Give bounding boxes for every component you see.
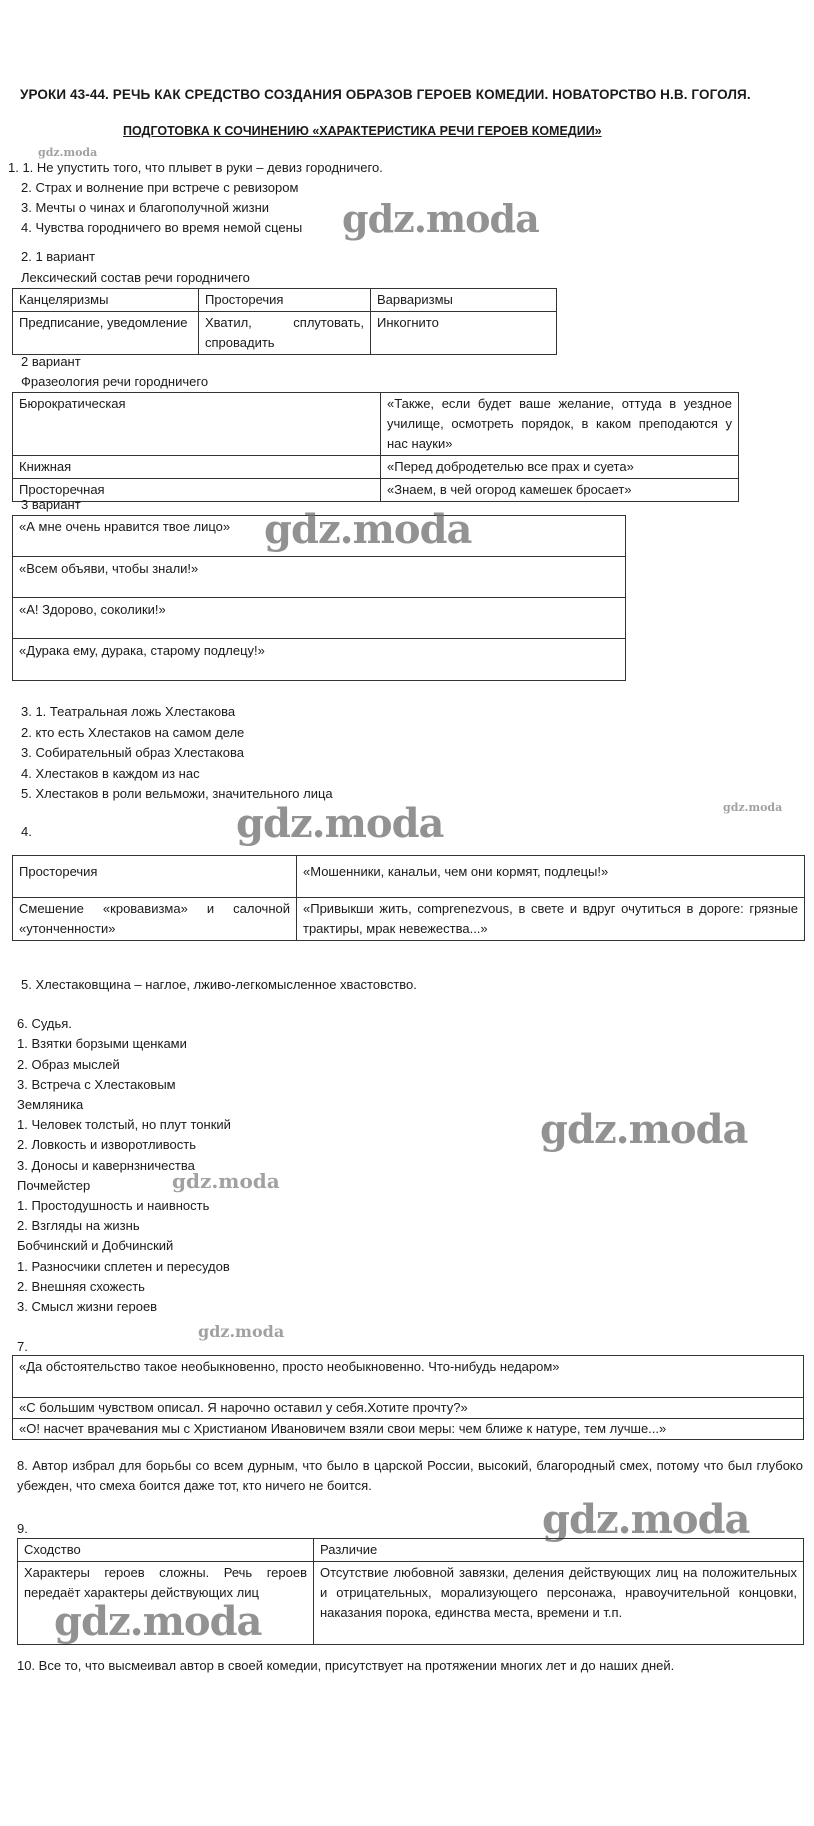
task6-line: Бобчинский и Добчинский [17, 1238, 174, 1253]
task6-line: 1. Разносчики сплетен и пересудов [17, 1259, 230, 1274]
table-row [13, 312, 557, 355]
watermark-large: gdz.moda [236, 800, 444, 847]
page-title: УРОКИ 43-44. РЕЧЬ КАК СРЕДСТВО СОЗДАНИЯ ОБРАЗОВ ГЕРОЕВ КОМЕДИИ. НОВАТОРСТВО Н.В. ГОГОЛЯ. [20, 87, 751, 102]
page-subtitle: ПОДГОТОВКА К СОЧИНЕНИЮ «ХАРАКТЕРИСТИКА РЕЧИ ГЕРОЕВ КОМЕДИИ» [123, 124, 602, 138]
table-row [13, 898, 805, 941]
table-cell: «Знаем, в чей огород камешек бросает» [381, 479, 739, 502]
table-header-cell: Канцеляризмы [13, 289, 199, 312]
watermark-large: gdz.moda [540, 1106, 748, 1153]
task9-number: 9. [17, 1521, 28, 1536]
task6-line: 2. Ловкость и изворотливость [17, 1137, 197, 1152]
task3-item: 3. Собирательный образ Хлестакова [21, 745, 244, 760]
table-cell: Смешение «кровавизма» и салочной «утонченности» [13, 898, 297, 941]
table-cell: «Перед добродетелью все прах и суета» [381, 456, 739, 479]
task6-line: 1. Простодушность и наивность [17, 1198, 210, 1213]
task2-v2-label: 2 вариант [21, 354, 81, 369]
table-cell: «Также, если будет ваше желание, оттуда в уездное училище, осмотреть порядок, в каком преподаются у нас науки» [381, 393, 739, 456]
table-cell: «Привыкши жить, comprenezvous, в свете и вдруг очутиться в дороге: грязные трактиры, мрак невежества...» [297, 898, 805, 941]
task2-v1-caption: Лексический состав речи городничего [21, 270, 250, 285]
task6-line: 2. Внешняя схожесть [17, 1279, 145, 1294]
task6-line: Почмейстер [17, 1178, 91, 1193]
task1-item: 3. Мечты о чинах и благополучной жизни [21, 200, 270, 215]
task2-v2-caption: Фразеология речи городничего [21, 374, 209, 389]
table-cell: Отсутствие любовной завязки, деления действующих лиц на положительных и отрицательных, морализующего персонажа, нравоучительной концовки, наказания порока, единства места, времени и т.п. [314, 1562, 804, 1645]
task3-item: 5. Хлестаков в роли вельможи, значительного лица [21, 786, 333, 801]
task6-line: 1. Взятки борзыми щенками [17, 1036, 187, 1051]
task3-item: 3. 1. Театральная ложь Хлестакова [21, 704, 236, 719]
watermark-small: gdz.moda [198, 1322, 285, 1341]
task6-line: 1. Человек толстый, но плут тонкий [17, 1117, 231, 1132]
table-cell: Инкогнито [371, 312, 557, 355]
table-cell: Хватил, сплутовать, спровадить [199, 312, 371, 355]
quote-item: «Да обстоятельство такое необыкновенно, просто необыкновенно. Что-нибудь недаром» [19, 1359, 560, 1374]
phraseology-table [12, 392, 739, 502]
task2-number: 2. 1 вариант [21, 249, 96, 264]
task10-text: 10. Все то, что высмеивал автор в своей комедии, присутствует на протяжении многих лет и до наших дней. [17, 1658, 675, 1673]
task6-line: 3. Встреча с Хлестаковым [17, 1077, 176, 1092]
quote-item: «Всем объяви, чтобы знали!» [13, 556, 625, 598]
quote-item: «С большим чувством описал. Я нарочно оставил у себя.Хотите прочту?» [13, 1397, 803, 1419]
table-row [13, 479, 739, 502]
task4-table [12, 855, 805, 941]
quote-item: «А! Здорово, соколики!» [13, 597, 625, 639]
table-cell: Просторечная [13, 479, 381, 502]
watermark-small: gdz.moda [172, 1169, 280, 1193]
quote-item: «Дурака ему, дурака, старому подлецу!» [13, 638, 625, 681]
table-cell: Книжная [13, 456, 381, 479]
watermark-large: gdz.moda [542, 1496, 750, 1543]
task1-item: 2. Страх и волнение при встрече с ревизором [21, 180, 299, 195]
table-cell: «Мошенники, канальи, чем они кормят, подлецы!» [297, 856, 805, 898]
table-header-cell: Различие [314, 1539, 804, 1562]
watermark-large: gdz.moda [342, 196, 539, 241]
table-cell: Предписание, уведомление [13, 312, 199, 355]
task6-line: 6. Судья. [17, 1016, 72, 1031]
watermark-small: gdz.moda [38, 146, 98, 159]
task7-number: 7. [17, 1339, 28, 1354]
task3-item: 4. Хлестаков в каждом из нас [21, 766, 200, 781]
table-row [13, 856, 805, 898]
watermark-large: gdz.moda [54, 1598, 262, 1645]
watermark-small: gdz.moda [723, 801, 783, 814]
table-cell: Просторечия [13, 856, 297, 898]
task1-item: 1. 1. Не упустить того, что плывет в руки – девиз городничего. [8, 160, 383, 175]
quote-item: «О! насчет врачевания мы с Христианом Ивановичем взяли свои меры: чем ближе к натуре, тем лучше...» [13, 1418, 803, 1440]
task5-text: 5. Хлестаковщина – наглое, лживо-легкомысленное хвастовство. [21, 977, 417, 992]
task1-item: 4. Чувства городничего во время немой сцены [21, 220, 303, 235]
task6-line: 3. Доносы и кавернзничества [17, 1158, 195, 1173]
task7-quotes-box [12, 1355, 804, 1440]
table-cell: Бюрократическая [13, 393, 381, 456]
task2-v3-label: 3 вариант [21, 497, 81, 512]
task4-number: 4. [21, 824, 32, 839]
lexicon-table [12, 288, 557, 355]
table-header-cell: Просторечия [199, 289, 371, 312]
table-header-cell: Сходство [18, 1539, 314, 1562]
task3-item: 2. кто есть Хлестаков на самом деле [21, 725, 245, 740]
task8-text: 8. Автор избрал для борьбы со всем дурным, что было в царской России, высокий, благородный смех, потому что был глубоко убежден, что смеха боится даже тот, кто ничего не боится. [17, 1458, 803, 1493]
table-header-row [18, 1539, 804, 1562]
table-row [13, 456, 739, 479]
quote-item: «А мне очень нравится твое лицо» [19, 519, 231, 534]
table-header-row [13, 289, 557, 312]
task6-line: 2. Взгляды на жизнь [17, 1218, 140, 1233]
table-cell: Характеры героев сложны. Речь героев передаёт характеры действующих лиц [18, 1562, 314, 1645]
task6-line: Земляника [17, 1097, 84, 1112]
task6-line: 2. Образ мыслей [17, 1057, 120, 1072]
watermark-large: gdz.moda [264, 506, 472, 553]
table-header-cell: Варваризмы [371, 289, 557, 312]
table-row [13, 393, 739, 456]
task6-line: 3. Смысл жизни героев [17, 1299, 158, 1314]
